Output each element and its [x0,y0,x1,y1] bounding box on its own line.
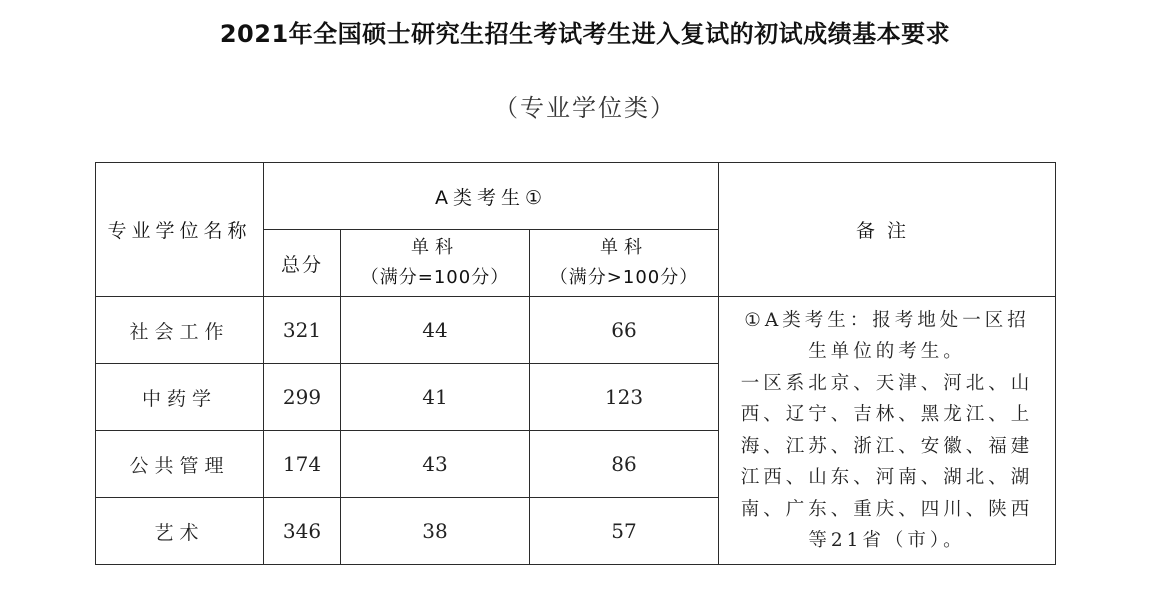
single-score-100: 41 [341,364,530,431]
single-score-over100: 57 [530,498,719,565]
notes-line: ①A类考生：报考地处一区招 [744,309,1030,331]
notes-cell [719,297,1056,565]
header-single-over100-label: 单科 [600,237,648,258]
notes-line: 生单位的考生。 [808,341,966,362]
header-single-over100-note: （满分>100分） [549,267,699,288]
notes-line: 江西、山东、河南、湖北、湖 [740,467,1034,488]
header-single-100-label: 单科 [411,237,459,258]
notes-line: 南、广东、重庆、四川、陕西 [740,498,1034,520]
total-score: 299 [264,364,341,431]
total-score: 346 [264,498,341,565]
header-degree-name: 专业学位名称 [96,163,264,297]
header-single-100-note: （满分=100分） [360,267,510,288]
degree-name: 艺术 [96,498,264,565]
degree-name: 社会工作 [96,297,264,364]
total-score: 174 [264,431,341,498]
header-notes: 备注 [719,163,1056,297]
table-header-row-1 [96,163,1056,230]
degree-name: 中药学 [96,364,264,431]
single-score-over100: 66 [530,297,719,364]
table-row [96,297,1056,364]
header-single-over100 [530,230,719,297]
notes-line: 西、辽宁、吉林、黑龙江、上 [740,404,1034,425]
single-score-100: 44 [341,297,530,364]
score-requirements-table [95,162,1056,565]
header-single-100 [341,230,530,297]
document-subtitle: （专业学位类） [494,94,676,122]
header-total: 总分 [264,230,341,297]
total-score: 321 [264,297,341,364]
notes-line: 一区系北京、天津、河北、山 [740,372,1034,394]
single-score-100: 38 [341,498,530,565]
header-group-a: A类考生① [264,163,719,230]
notes-line: 等21省（市）。 [808,530,966,551]
degree-name: 公共管理 [96,431,264,498]
document-title: 2021年全国硕士研究生招生考试考生进入复试的初试成绩基本要求 [219,20,951,48]
single-score-over100: 86 [530,431,719,498]
single-score-over100: 123 [530,364,719,431]
single-score-100: 43 [341,431,530,498]
notes-line: 海、江苏、浙江、安徽、福建 [740,435,1034,457]
